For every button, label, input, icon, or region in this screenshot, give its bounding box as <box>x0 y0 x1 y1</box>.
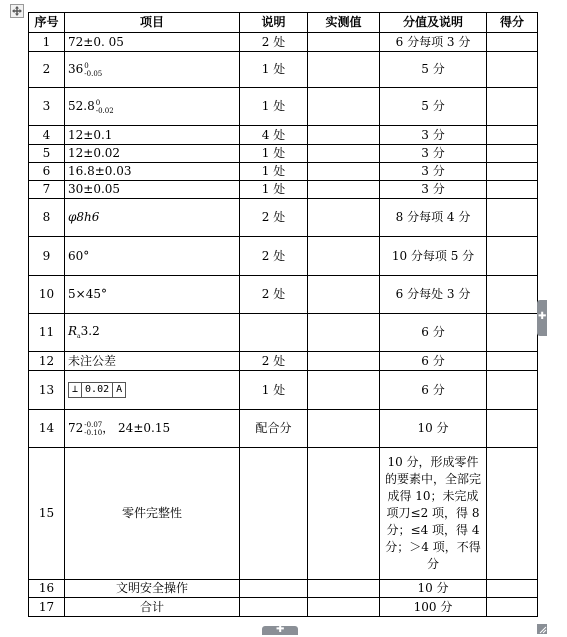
cell-note[interactable]: 配合分 <box>240 410 308 448</box>
cell-score-desc[interactable]: 3 分 <box>380 126 487 145</box>
tol-upper: -0.07 <box>84 420 103 429</box>
cell-note[interactable]: 1 处 <box>240 163 308 181</box>
cell-score-desc[interactable]: 6 分每项 3 分 <box>380 33 487 52</box>
cell-score-desc[interactable]: 100 分 <box>380 598 487 617</box>
dim-tail: ， 24±0.15 <box>102 421 171 435</box>
table-row <box>29 580 538 598</box>
cell-no[interactable]: 11 <box>29 314 65 352</box>
cell-score-desc[interactable]: 6 分 <box>380 352 487 371</box>
dim-base: 36 <box>68 62 84 76</box>
cell-item[interactable]: 72±0. 05 <box>65 33 240 52</box>
cell-note[interactable]: 2 处 <box>240 237 308 276</box>
table-row <box>29 145 538 163</box>
table-row <box>29 598 538 617</box>
cell-score-desc[interactable]: 5 分 <box>380 52 487 88</box>
table-row <box>29 314 538 352</box>
cell-no[interactable]: 3 <box>29 88 65 126</box>
add-row-handle[interactable] <box>262 626 298 635</box>
cell-score[interactable] <box>487 276 538 314</box>
cell-measured[interactable] <box>308 181 380 199</box>
table-row <box>29 126 538 145</box>
cell-note[interactable]: 2 处 <box>240 33 308 52</box>
table-row <box>29 199 538 237</box>
cell-score[interactable] <box>487 580 538 598</box>
cell-measured[interactable] <box>308 237 380 276</box>
cell-item[interactable]: 文明安全操作 <box>65 580 240 598</box>
cell-item[interactable]: 16.8±0.03 <box>65 163 240 181</box>
table-row <box>29 52 538 88</box>
cell-score-desc[interactable]: 3 分 <box>380 163 487 181</box>
tolerance-stack <box>84 62 102 78</box>
cell-measured[interactable] <box>308 410 380 448</box>
cell-score[interactable] <box>487 598 538 617</box>
tol-upper: 0 <box>95 98 101 107</box>
cell-note[interactable]: 1 处 <box>240 181 308 199</box>
header-measured: 实测值 <box>308 13 380 33</box>
geometric-tolerance-frame <box>68 382 126 398</box>
cell-no[interactable]: 17 <box>29 598 65 617</box>
cell-item[interactable] <box>65 410 240 448</box>
cell-score-desc[interactable]: 10 分 <box>380 580 487 598</box>
cell-no[interactable]: 16 <box>29 580 65 598</box>
cell-score-desc[interactable]: 10 分，形成零件的要素中，全部完成得 10；未完成项刀≤2 项，得 8 分；≤4 项，得 4 分；＞4 项，不得分 <box>380 448 487 580</box>
cell-score-desc[interactable]: 5 分 <box>380 88 487 126</box>
cell-item[interactable]: 合计 <box>65 598 240 617</box>
table-row <box>29 410 538 448</box>
cell-score[interactable] <box>487 88 538 126</box>
cell-score-desc[interactable]: 6 分每处 3 分 <box>380 276 487 314</box>
cell-note[interactable]: 1 处 <box>240 88 308 126</box>
cell-no[interactable]: 14 <box>29 410 65 448</box>
cell-score[interactable] <box>487 371 538 410</box>
cell-item[interactable] <box>65 88 240 126</box>
tol-frame-value: 0.02 <box>82 383 113 397</box>
table-row <box>29 352 538 371</box>
cell-score-desc[interactable]: 3 分 <box>380 181 487 199</box>
cell-item[interactable]: 30±0.05 <box>65 181 240 199</box>
table-row <box>29 181 538 199</box>
roughness-subscript: a <box>77 333 81 340</box>
cell-measured[interactable] <box>308 371 380 410</box>
perpendicularity-icon: ⊥ <box>69 383 82 397</box>
cell-score[interactable] <box>487 237 538 276</box>
move-icon[interactable] <box>10 4 24 18</box>
tol-lower: -0.10 <box>84 428 103 437</box>
cell-no[interactable]: 8 <box>29 199 65 237</box>
cell-item[interactable]: 60° <box>65 237 240 276</box>
cell-score-desc[interactable]: 8 分每项 4 分 <box>380 199 487 237</box>
cell-note[interactable] <box>240 314 308 352</box>
cell-score-desc[interactable]: 6 分 <box>380 371 487 410</box>
table-row <box>29 33 538 52</box>
resize-grip-icon[interactable] <box>537 624 547 634</box>
cell-item[interactable]: 12±0.1 <box>65 126 240 145</box>
header-item: 项目 <box>65 13 240 33</box>
cell-no[interactable]: 7 <box>29 181 65 199</box>
cell-note[interactable] <box>240 448 308 580</box>
tolerance-stack <box>84 421 102 437</box>
cell-item[interactable]: φ8h6 <box>65 199 240 237</box>
cell-score-desc[interactable]: 10 分每项 5 分 <box>380 237 487 276</box>
cell-score[interactable] <box>487 163 538 181</box>
cell-no[interactable]: 13 <box>29 371 65 410</box>
cell-item[interactable]: 未注公差 <box>65 352 240 371</box>
cell-score[interactable] <box>487 126 538 145</box>
table-row <box>29 276 538 314</box>
header-score: 得分 <box>487 13 538 33</box>
cell-no[interactable]: 9 <box>29 237 65 276</box>
table-row <box>29 163 538 181</box>
cell-item[interactable]: 零件完整性 <box>65 448 240 580</box>
dim-base: 72 <box>68 421 84 435</box>
cell-no[interactable]: 10 <box>29 276 65 314</box>
cell-note[interactable]: 2 处 <box>240 276 308 314</box>
cell-note[interactable] <box>240 580 308 598</box>
cell-item[interactable]: 12±0.02 <box>65 145 240 163</box>
cell-item[interactable]: 5×45° <box>65 276 240 314</box>
tol-frame-datum: A <box>116 384 123 395</box>
cell-score[interactable] <box>487 145 538 163</box>
cell-note[interactable]: 1 处 <box>240 371 308 410</box>
cell-no[interactable]: 2 <box>29 52 65 88</box>
cell-note[interactable]: 2 处 <box>240 352 308 371</box>
tol-lower: -0.05 <box>84 69 103 78</box>
cell-measured[interactable] <box>308 163 380 181</box>
cell-measured[interactable] <box>308 126 380 145</box>
cell-score[interactable] <box>487 181 538 199</box>
cell-no[interactable]: 15 <box>29 448 65 580</box>
cell-measured[interactable] <box>308 352 380 371</box>
cell-measured[interactable] <box>308 88 380 126</box>
dim-base: 52.8 <box>68 99 95 113</box>
cell-item[interactable] <box>65 52 240 88</box>
cell-measured[interactable] <box>308 276 380 314</box>
tolerance-stack <box>96 99 114 115</box>
header-row <box>29 13 538 33</box>
table-row <box>29 448 538 580</box>
cell-measured[interactable] <box>308 145 380 163</box>
plus-icon: ✚ <box>276 624 285 635</box>
header-score-desc: 分值及说明 <box>380 13 487 33</box>
grading-table <box>28 12 538 617</box>
cell-no[interactable]: 12 <box>29 352 65 371</box>
cell-no[interactable]: 6 <box>29 163 65 181</box>
cell-score-desc[interactable]: 6 分 <box>380 314 487 352</box>
plus-icon: ✚ <box>538 311 547 322</box>
roughness-symbol: R <box>68 324 78 338</box>
cell-score[interactable] <box>487 52 538 88</box>
cell-note[interactable]: 4 处 <box>240 126 308 145</box>
cell-note[interactable]: 1 处 <box>240 52 308 88</box>
cell-no[interactable]: 4 <box>29 126 65 145</box>
cell-measured[interactable] <box>308 598 380 617</box>
cell-measured[interactable] <box>308 448 380 580</box>
tol-upper: 0 <box>84 61 89 70</box>
table-row <box>29 237 538 276</box>
cell-score[interactable] <box>487 448 538 580</box>
cell-note[interactable] <box>240 598 308 617</box>
cell-item[interactable] <box>65 371 240 410</box>
table-row <box>29 371 538 410</box>
roughness-value: 3.2 <box>80 324 100 338</box>
cell-no[interactable]: 5 <box>29 145 65 163</box>
cell-measured[interactable] <box>308 52 380 88</box>
tol-lower: -0.02 <box>95 106 114 115</box>
cell-score-desc[interactable]: 3 分 <box>380 145 487 163</box>
cell-score[interactable] <box>487 314 538 352</box>
table-row <box>29 88 538 126</box>
cell-score-desc[interactable]: 10 分 <box>380 410 487 448</box>
cell-score[interactable] <box>487 33 538 52</box>
cell-measured[interactable] <box>308 33 380 52</box>
header-note: 说明 <box>240 13 308 33</box>
cell-note[interactable]: 2 处 <box>240 199 308 237</box>
header-no: 序号 <box>29 13 65 33</box>
cell-measured[interactable] <box>308 580 380 598</box>
cell-no[interactable]: 1 <box>29 33 65 52</box>
cell-measured[interactable] <box>308 314 380 352</box>
cell-note[interactable]: 1 处 <box>240 145 308 163</box>
cell-score[interactable] <box>487 410 538 448</box>
cell-measured[interactable] <box>308 199 380 237</box>
cell-score[interactable] <box>487 199 538 237</box>
cell-score[interactable] <box>487 352 538 371</box>
add-column-handle[interactable] <box>537 300 547 336</box>
cell-item[interactable] <box>65 314 240 352</box>
